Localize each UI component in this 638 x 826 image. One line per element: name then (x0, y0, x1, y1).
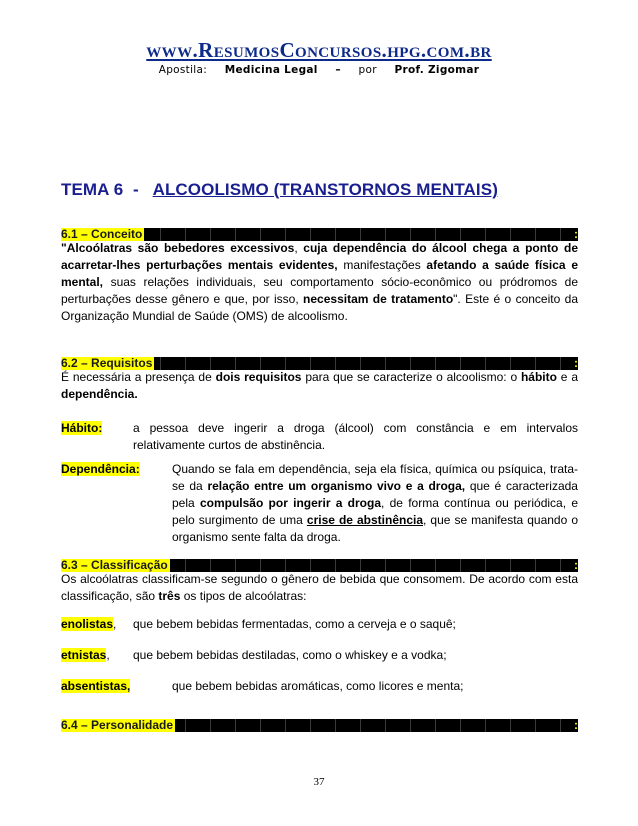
definition-enolistas: que bebem bebidas fermentadas, como a cerveja e o saquê; (133, 617, 456, 631)
section-heading-classificacao: 6.3 – Classificação (61, 558, 168, 572)
definition-habito: a pessoa deve ingerir a droga (álcool) com constância e em intervalos relativamente curtos de abstinência. (133, 421, 578, 452)
text-bold: hábito (520, 370, 557, 384)
tema-title (61, 180, 498, 200)
text: para que se caracterize o alcoolismo: o (301, 370, 521, 384)
term-label: Dependência: (61, 462, 140, 476)
subtitle (0, 64, 638, 76)
text-bold: necessitam de tratamento (303, 292, 454, 306)
heading-colon: : (574, 558, 578, 572)
term-label: enolistas (61, 617, 114, 631)
section-heading-requisitos: 6.2 – Requisitos (61, 356, 153, 370)
author: Prof. Zigomar (394, 64, 480, 76)
heading-colon: : (574, 227, 578, 241)
dash: – (335, 64, 341, 76)
paragraph-requisitos (61, 369, 578, 403)
text-bold: dependência. (61, 387, 138, 401)
text: os tipos de alcoólatras: (180, 589, 307, 603)
tema-prefix: TEMA 6 - (61, 180, 139, 199)
text: , (294, 241, 304, 255)
text: É necessária a presença de (61, 370, 216, 384)
text-bold: dois requisitos (215, 370, 302, 384)
text-bold-underline: crise de abstinência (306, 513, 424, 527)
term-label: etnistas (61, 648, 107, 662)
section-heading-conceito: 6.1 – Conceito (61, 227, 143, 241)
term-enolistas (61, 616, 116, 633)
text: , (106, 648, 110, 662)
text: Quando se fala em dependência, seja ela física, química ou psíquica, trata-se da (172, 462, 578, 493)
term-habito (61, 420, 102, 437)
text: , de forma contínua ou periódica, e pelo surgimento de uma (172, 496, 578, 527)
text-bold: relação entre um organismo vivo e a droga, (207, 479, 466, 493)
heading-colon: : (574, 356, 578, 370)
subject: Medicina Legal (224, 64, 318, 76)
term-dependencia (61, 461, 140, 478)
text: manifestações (337, 258, 427, 272)
paragraph-classificacao (61, 571, 578, 605)
paragraph-conceito (61, 240, 578, 325)
text-bold: cuja dependência do álcool chega a ponto de acarretar-lhes perturbações mentais evidentes, (61, 241, 579, 272)
text-bold: "Alcoólatras são bebedores excessivos (61, 241, 295, 255)
text: , (113, 617, 117, 631)
site-url[interactable]: www.ResumosConcursos.hpg.com.br (146, 38, 492, 62)
text: e a (556, 370, 578, 384)
section-heading-bar (61, 719, 578, 732)
term-label: absentistas, (61, 679, 131, 693)
page-number: 37 (313, 776, 325, 788)
term-etnistas (61, 647, 110, 664)
definition-dependencia (172, 461, 578, 546)
term-absentistas (61, 678, 130, 695)
text: suas relações individuais, seu comportamento sócio-econômico ou pródromos de perturbações desse gênero e que, por isso, (61, 275, 578, 306)
text-bold: afetando a saúde física e mental, (61, 258, 578, 289)
text: que é caracterizada pela (172, 479, 578, 510)
text-bold: três (158, 589, 181, 603)
tema-name: ALCOOLISMO (TRANSTORNOS MENTAIS) (152, 180, 498, 199)
section-heading-personalidade: 6.4 – Personalidade (61, 718, 174, 732)
term-label: Hábito: (61, 421, 103, 435)
heading-colon: : (574, 718, 578, 732)
definition-absentistas: que bebem bebidas aromáticas, como licores e menta; (172, 679, 464, 693)
text: , que se manifesta quando o organismo sente falta da droga. (172, 513, 578, 544)
text: Os alcoólatras classificam-se segundo o gênero de bebida que consomem. De acordo com esta classificação, são (61, 572, 578, 603)
text-bold: compulsão por ingerir a droga (199, 496, 382, 510)
definition-etnistas: que bebem bebidas destiladas, como o whiskey e a vodka; (133, 648, 447, 662)
text: ". Este é o conceito da Organização Mundial de Saúde (OMS) de alcoolismo. (61, 292, 578, 323)
por-label: por (358, 64, 377, 76)
apostila-label: Apostila: (158, 64, 208, 76)
